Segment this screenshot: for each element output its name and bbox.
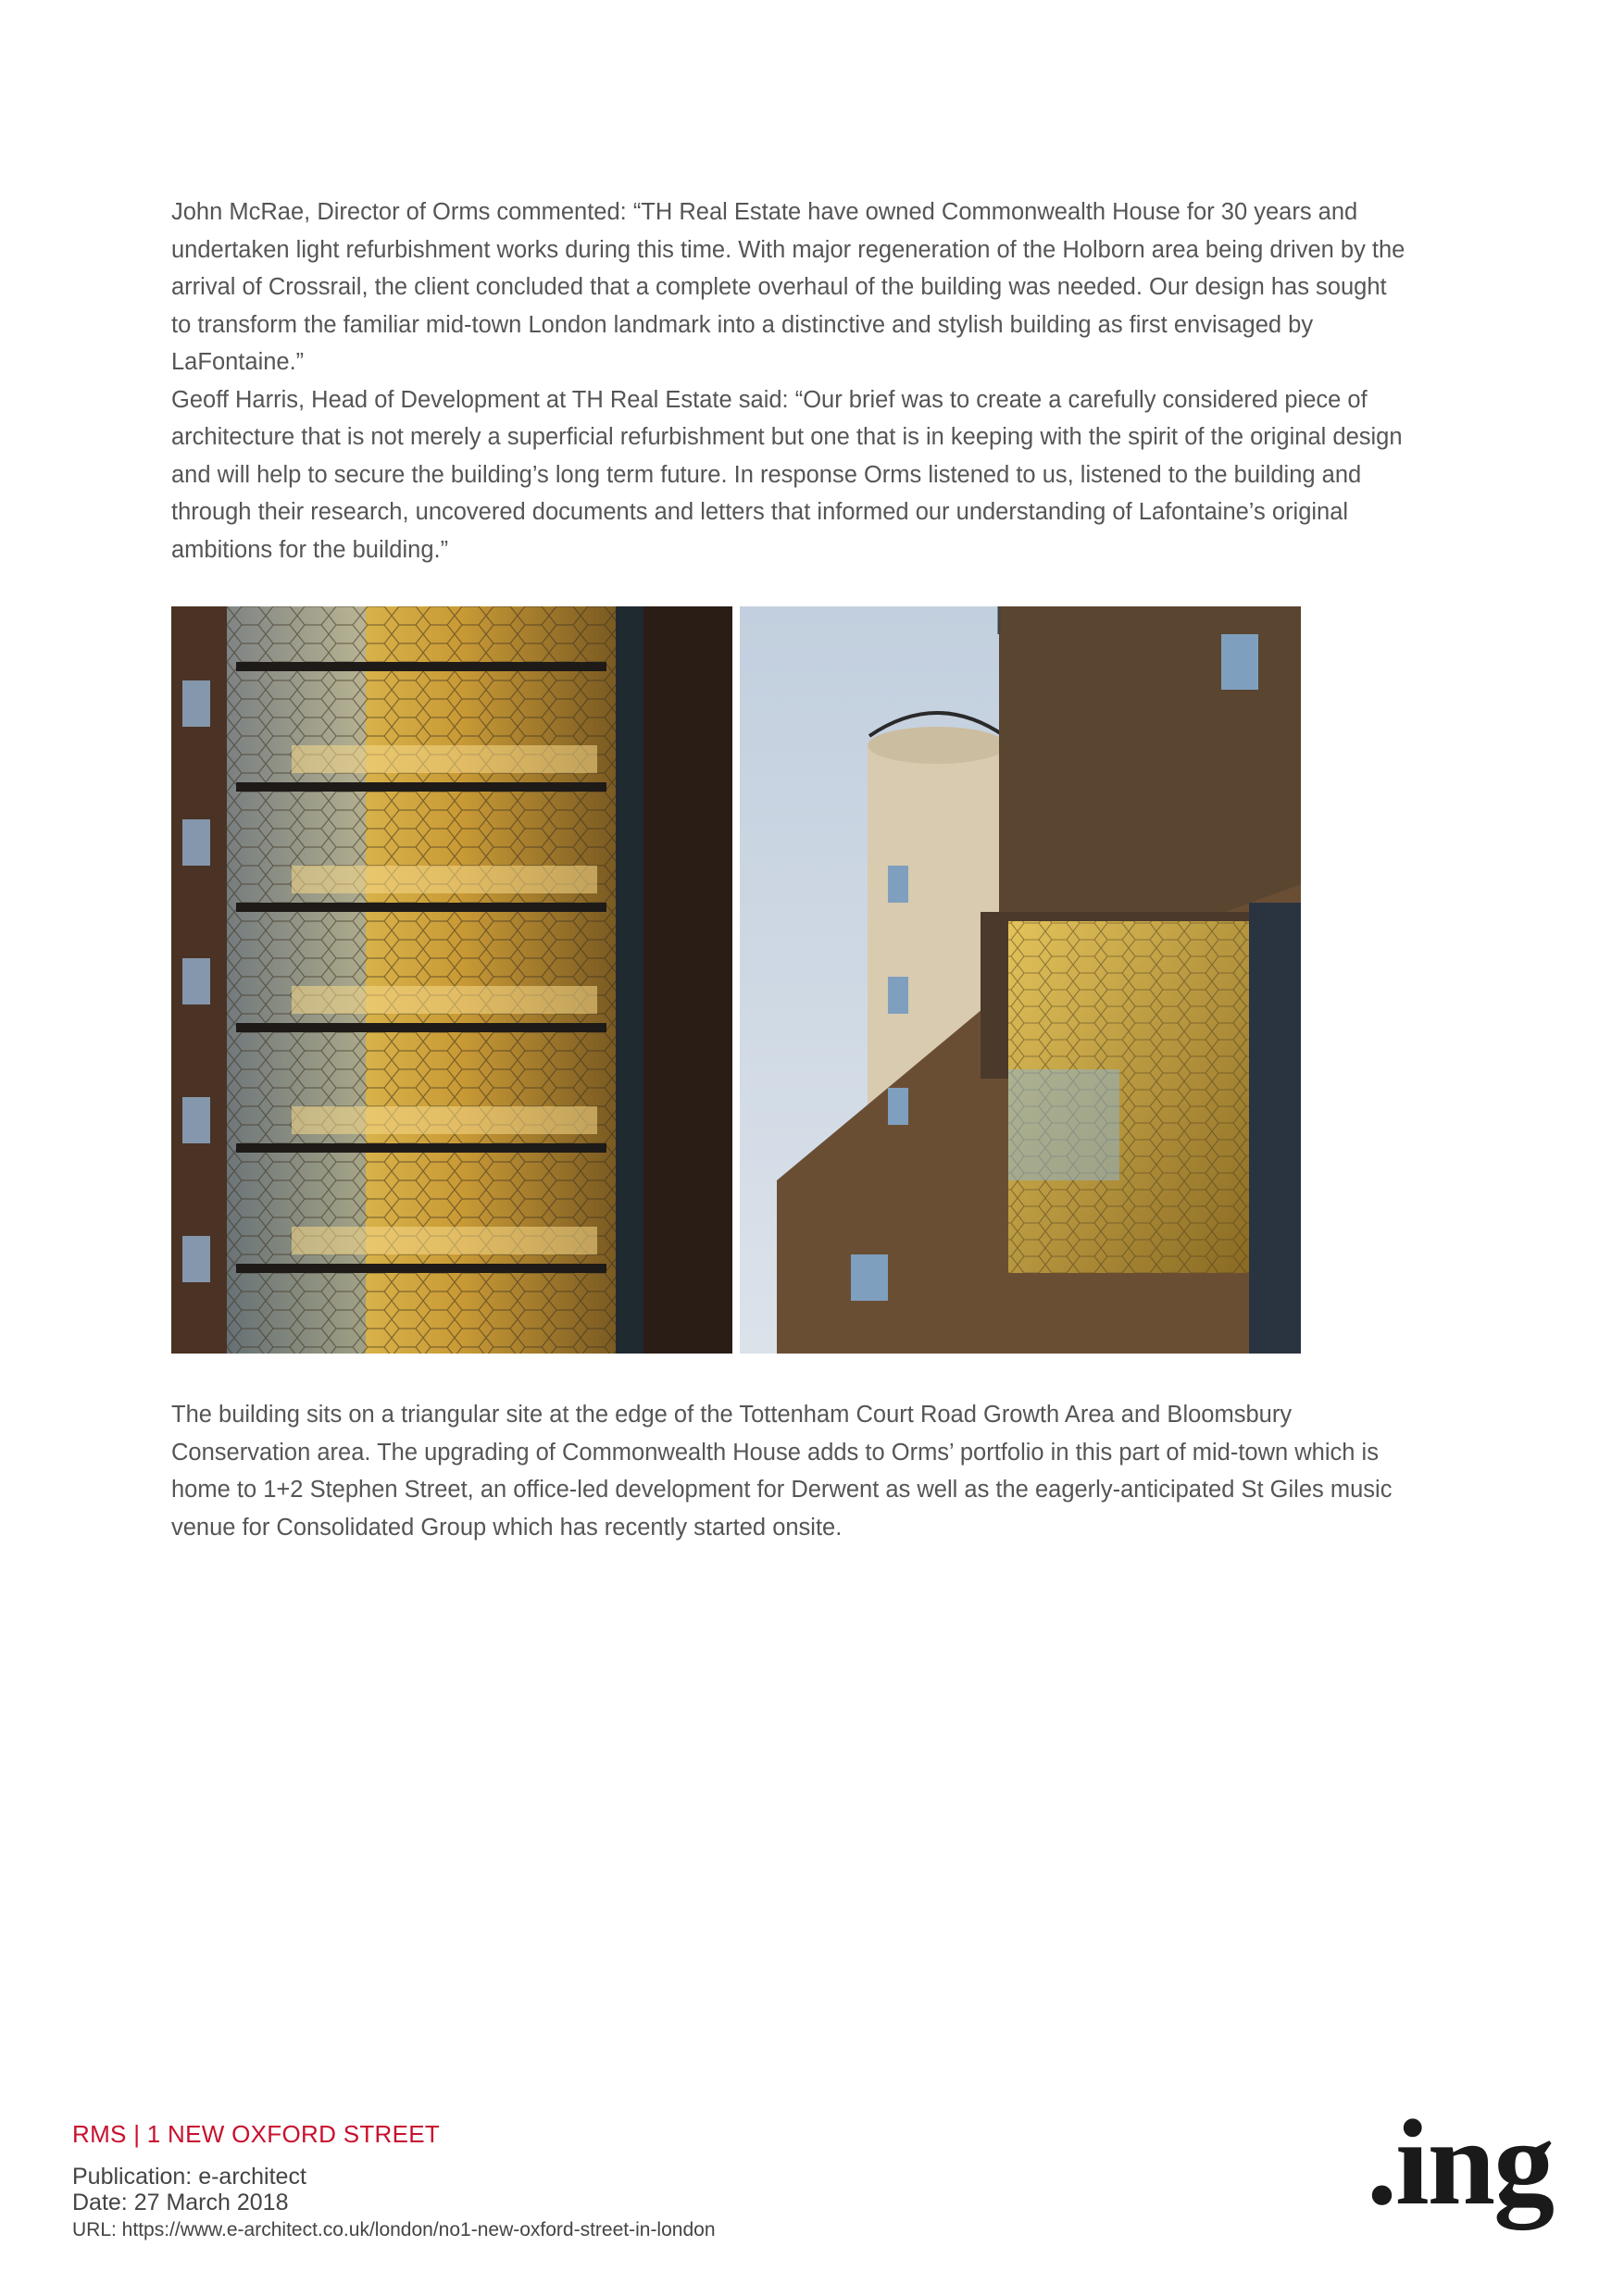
article-text-top bbox=[171, 193, 1412, 568]
footer-date: Date: 27 March 2018 bbox=[72, 2190, 289, 2215]
quote-paragraph-harris: Geoff Harris, Head of Development at TH Real Estate said: “Our brief was to create a carefully considered piece of architecture that is not merely a superficial refurbishment but one that is in keeping with the spirit of the original design and will help to secure the building’s long term future. In response Orms listened to us, listened to the building and through their research, uncovered documents and letters that informed our understanding of Lafontaine’s original ambitions for the building.” bbox=[171, 386, 1403, 563]
ing-logo: .ing bbox=[1367, 2094, 1554, 2230]
quote-paragraph-mcrae: John McRae, Director of Orms commented: “TH Real Estate have owned Commonwealth House for 30 years and undertaken light refurbishment works during this time. With major regeneration of the Holborn area being driven by the arrival of Crossrail, the client concluded that a complete overhaul of the building was needed. Our design has sought to transform the familiar mid-town London landmark into a distinctive and stylish building as first envisaged by LaFontaine.” bbox=[171, 199, 1405, 375]
footer-publication: Publication: e-architect bbox=[72, 2164, 306, 2190]
article-text-bottom bbox=[171, 1396, 1412, 1546]
context-paragraph: The building sits on a triangular site at the edge of the Tottenham Court Road Growth Area and Bloomsbury Conservation area. The upgrading of Commonwealth House adds to Orms’ portfolio in this part of mid-town which is home to 1+2 Stephen Street, an office-led development for Derwent as well as the eagerly-anticipated St Giles music venue for Consolidated Group which has recently started onsite. bbox=[171, 1402, 1393, 1541]
building-tower-photo-right bbox=[740, 606, 1301, 1354]
footer-url: URL: https://www.e-architect.co.uk/london/no1-new-oxford-street-in-london bbox=[72, 2219, 716, 2240]
building-facade-photo-left bbox=[171, 606, 732, 1354]
footer-project-title: RMS | 1 NEW OXFORD STREET bbox=[72, 2120, 441, 2148]
